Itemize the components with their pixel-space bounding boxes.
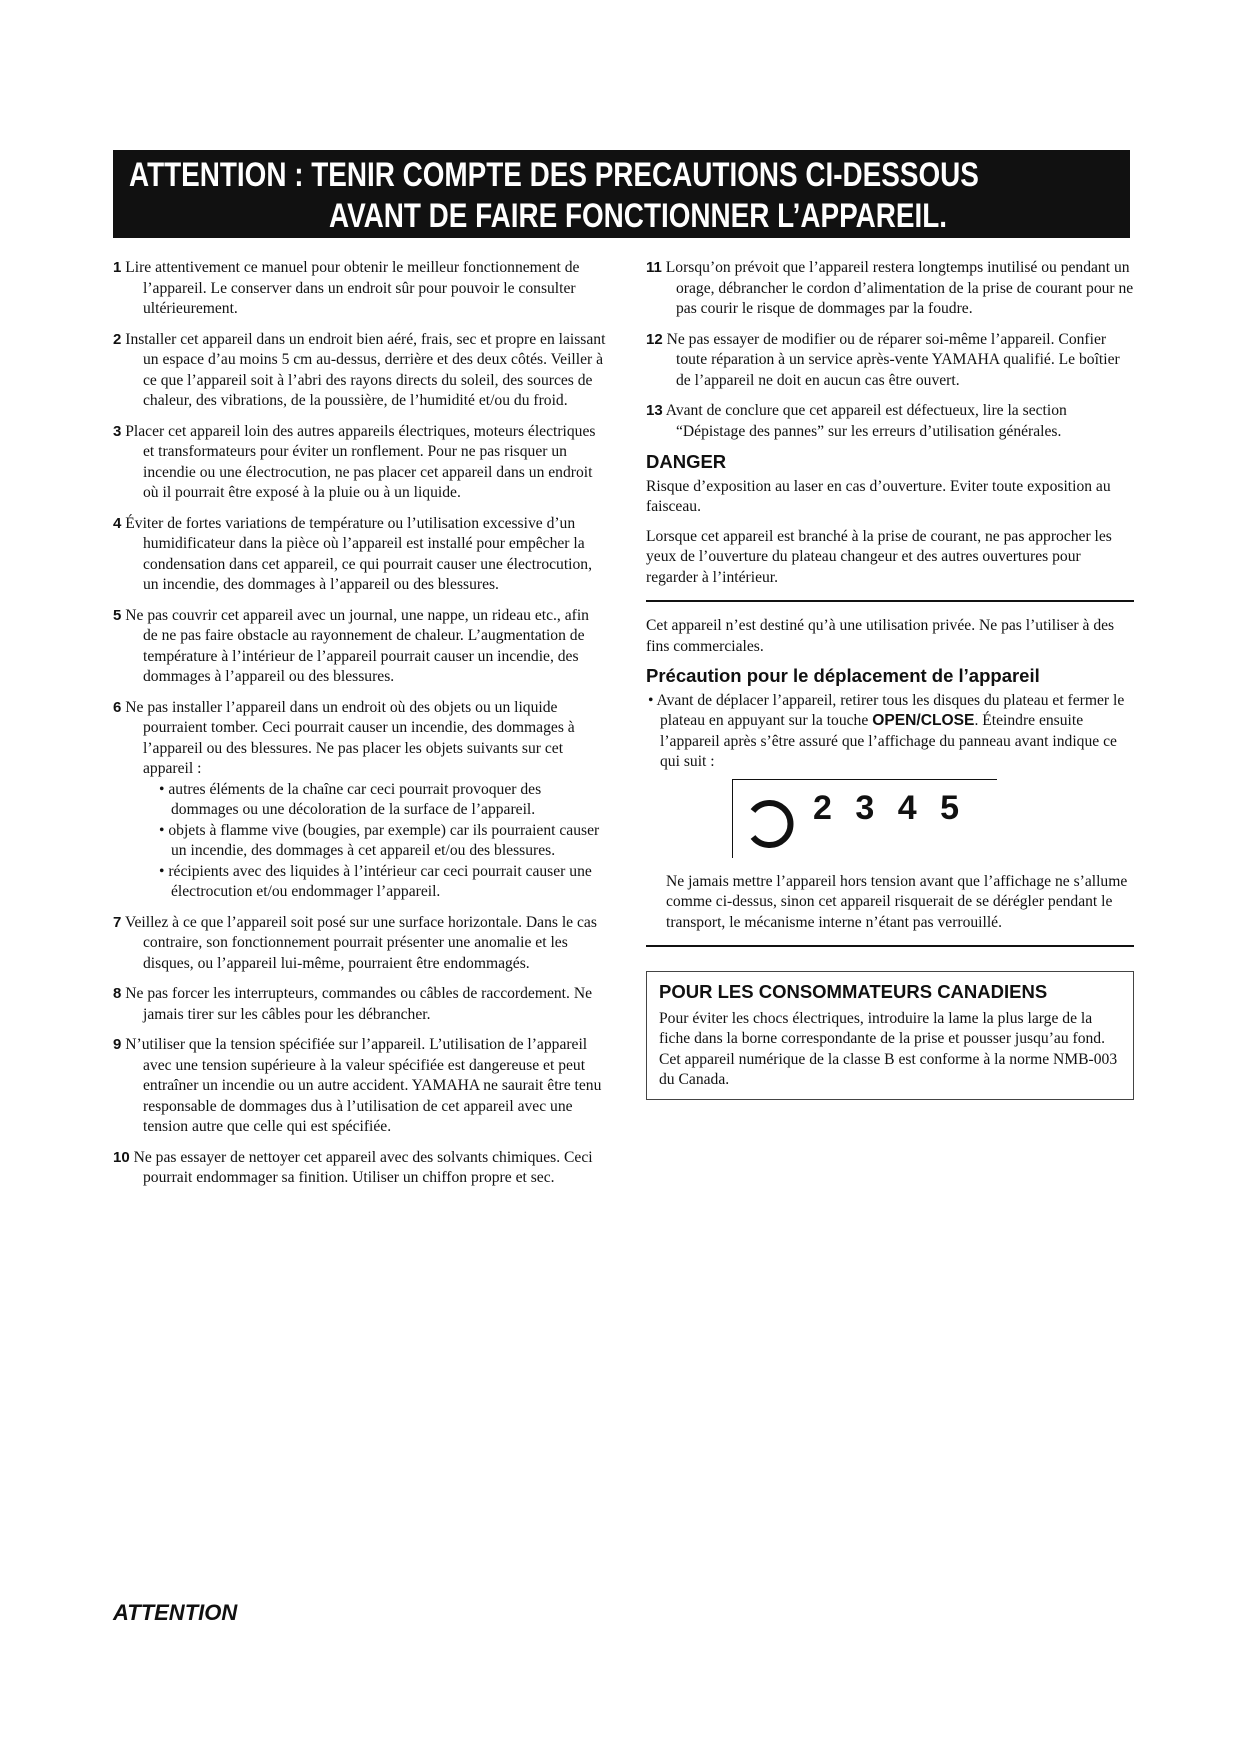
precaution-item-1: 1 Lire attentivement ce manuel pour obtenir le meilleur fonctionnement de l’appareil. Le conserver dans un endroit sûr pour pouvoir le consulter ultérieurement. — [113, 259, 580, 317]
canadian-consumers-box — [646, 971, 1134, 1100]
precaution-item-8: 8 Ne pas forcer les interrupteurs, commandes ou câbles de raccordement. Ne jamais tirer sur les câbles pour les débrancher. — [113, 985, 592, 1023]
moving-warning: Ne jamais mettre l’appareil hors tension avant que l’affichage ne s’allume comme ci-dessus, sinon cet appareil risquerait de se dérégler pendant le transport, le mécanisme interne n’étant pas verrouillé. — [666, 872, 1128, 931]
canada-heading: POUR LES CONSOMMATEURS CANADIENS — [659, 981, 1048, 1002]
danger-text-1: Risque d’exposition au laser en cas d’ouverture. Eviter toute exposition au faisceau. — [646, 477, 1111, 515]
divider — [646, 600, 1134, 602]
item-6-bullet: • autres éléments de la chaîne car ceci pourrait provoquer des dommages ou une décoloration de la surface de l’appareil. — [143, 780, 606, 821]
moving-bullet: • Avant de déplacer l’appareil, retirer tous les disques du plateau et fermer le plateau en appuyant sur la touche OPEN/CLOSE. Éteindre ensuite l’appareil après s’être assuré que l’affichage du panneau avant indique ce qui suit : — [648, 691, 1125, 770]
front-panel-display — [732, 779, 997, 858]
footer-section-label: ATTENTION — [113, 1600, 238, 1625]
open-close-key: OPEN/CLOSE — [872, 712, 975, 729]
precaution-item-4: 4 Éviter de fortes variations de température ou l’utilisation excessive d’un humidificateur dans la pièce où l’appareil est installé pour empêcher la condensation dans cet appareil, ce qui pourrait causer une électrocution, un incendie, des dommages à l’appareil ou des blessures. — [113, 514, 592, 593]
divider — [646, 945, 1134, 947]
item-6-bullet-list — [143, 780, 606, 903]
precaution-item-12: 12 Ne pas essayer de modifier ou de réparer soi-même l’appareil. Confier toute réparation à un service après-vente YAMAHA qualifié. Le boîtier de l’appareil ne doit en aucun cas être ouvert. — [646, 330, 1120, 389]
display-digits: 2 3 4 5 — [813, 788, 959, 827]
precaution-item-13: 13 Avant de conclure que cet appareil est défectueux, lire la section “Dépistage des pannes” sur les erreurs d’utilisation générales. — [646, 402, 1067, 440]
title-line-2: AVANT DE FAIRE FONCTIONNER L’APPAREIL. — [329, 197, 948, 235]
item-6-bullet: • objets à flamme vive (bougies, par exemple) car ils pourraient causer un incendie, des dommages à cet appareil et/ou des blessures. — [143, 821, 606, 862]
canada-text-1: Pour éviter les chocs électriques, introduire la lame la plus large de la fiche dans la borne correspondante de la prise et pousser jusqu’au fond. — [659, 1009, 1106, 1047]
right-column — [646, 258, 1134, 1100]
precaution-item-7: 7 Veillez à ce que l’appareil soit posé sur une surface horizontale. Dans le cas contraire, son fonctionnement pourrait présenter une anomalie et les disques, ou l’appareil lui-même, pourraient être endommagés. — [113, 913, 597, 972]
danger-text-2: Lorsque cet appareil est branché à la prise de courant, ne pas approcher les yeux de l’ouverture du plateau changeur et des autres ouvertures pour regarder à l’intérieur. — [646, 527, 1112, 586]
precaution-item-2: 2 Installer cet appareil dans un endroit bien aéré, frais, sec et propre en laissant un espace d’au moins 5 cm au-dessus, derrière et des deux côtés. Veiller à ce que l’appareil soit à l’abri des rayons directs du soleil, des sources de chaleur, des vibrations, de la poussière, de l’humidité et/ou du froid. — [113, 330, 606, 409]
left-column — [113, 258, 606, 1199]
title-banner — [113, 150, 1130, 238]
precaution-item-5: 5 Ne pas couvrir cet appareil avec un journal, une nappe, un rideau etc., afin de ne pas faire obstacle au rayonnement de chaleur. L’augmentation de température à l’intérieur de l’appareil pourrait causer un incendie, des dommages à l’appareil ou des blessures. — [113, 606, 589, 685]
canada-text-2: Cet appareil numérique de la classe B est conforme à la norme NMB-003 du Canada. — [659, 1050, 1118, 1088]
precaution-item-10: 10 Ne pas essayer de nettoyer cet appareil avec des solvants chimiques. Ceci pourrait endommager sa finition. Utiliser un chiffon propre et sec. — [113, 1148, 593, 1186]
moving-heading: Précaution pour le déplacement de l’appareil — [646, 665, 1040, 686]
precaution-item-3: 3 Placer cet appareil loin des autres appareils électriques, moteurs électriques et transformateurs pour éviter un ronflement. Pour ne pas risquer un incendie ou une électrocution, ne pas placer cet appareil dans un endroit où il pourrait être exposé à la pluie ou à un liquide. — [113, 422, 596, 501]
precaution-item-9: 9 N’utiliser que la tension spécifiée sur l’appareil. L’utilisation de l’appareil avec une tension supérieure à la valeur spécifiée est dangereuse et peut entraîner un incendie ou un autre accident. YAMAHA ne saurait être tenu responsable de dommages dus à l’utilisation de cet appareil avec une tension autre que celle qui est spécifiée. — [113, 1036, 602, 1135]
precaution-item-11: 11 Lorsqu’on prévoit que l’appareil restera longtemps inutilisé ou pendant un orage, débrancher le cordon d’alimentation de la prise de courant pour ne pas courir le risque de dommages par la foudre. — [646, 259, 1134, 317]
private-use-note: Cet appareil n’est destiné qu’à une utilisation privée. Ne pas l’utiliser à des fins commerciales. — [646, 617, 1115, 655]
danger-heading: DANGER — [646, 451, 727, 472]
precaution-item-6: 6 Ne pas installer l’appareil dans un endroit où des objets ou un liquide pourraient tomber. Ceci pourrait causer un incendie, des dommages à l’appareil ou des blessures. Ne pas placer les objets suivants sur cet appareil : • autres éléments de la chaîne car ceci pourrait provoquer des dommages ou une décoloration de la surface de l’appareil. • objets à flamme vive (bougies, par exemple) car ils pourraient causer un incendie, des dommages à cet appareil et/ou des blessures. • récipients avec des liquides à l’intérieur car ceci pourrait causer une électrocution et/ou endommager l’appareil. — [113, 698, 606, 903]
item-6-bullet: • récipients avec des liquides à l’intérieur car ceci pourrait causer une électrocution et/ou endommager l’appareil. — [143, 862, 606, 903]
disc-ring-icon — [745, 798, 797, 850]
title-line-1: ATTENTION : TENIR COMPTE DES PRECAUTIONS CI-DESSOUS — [129, 156, 979, 194]
